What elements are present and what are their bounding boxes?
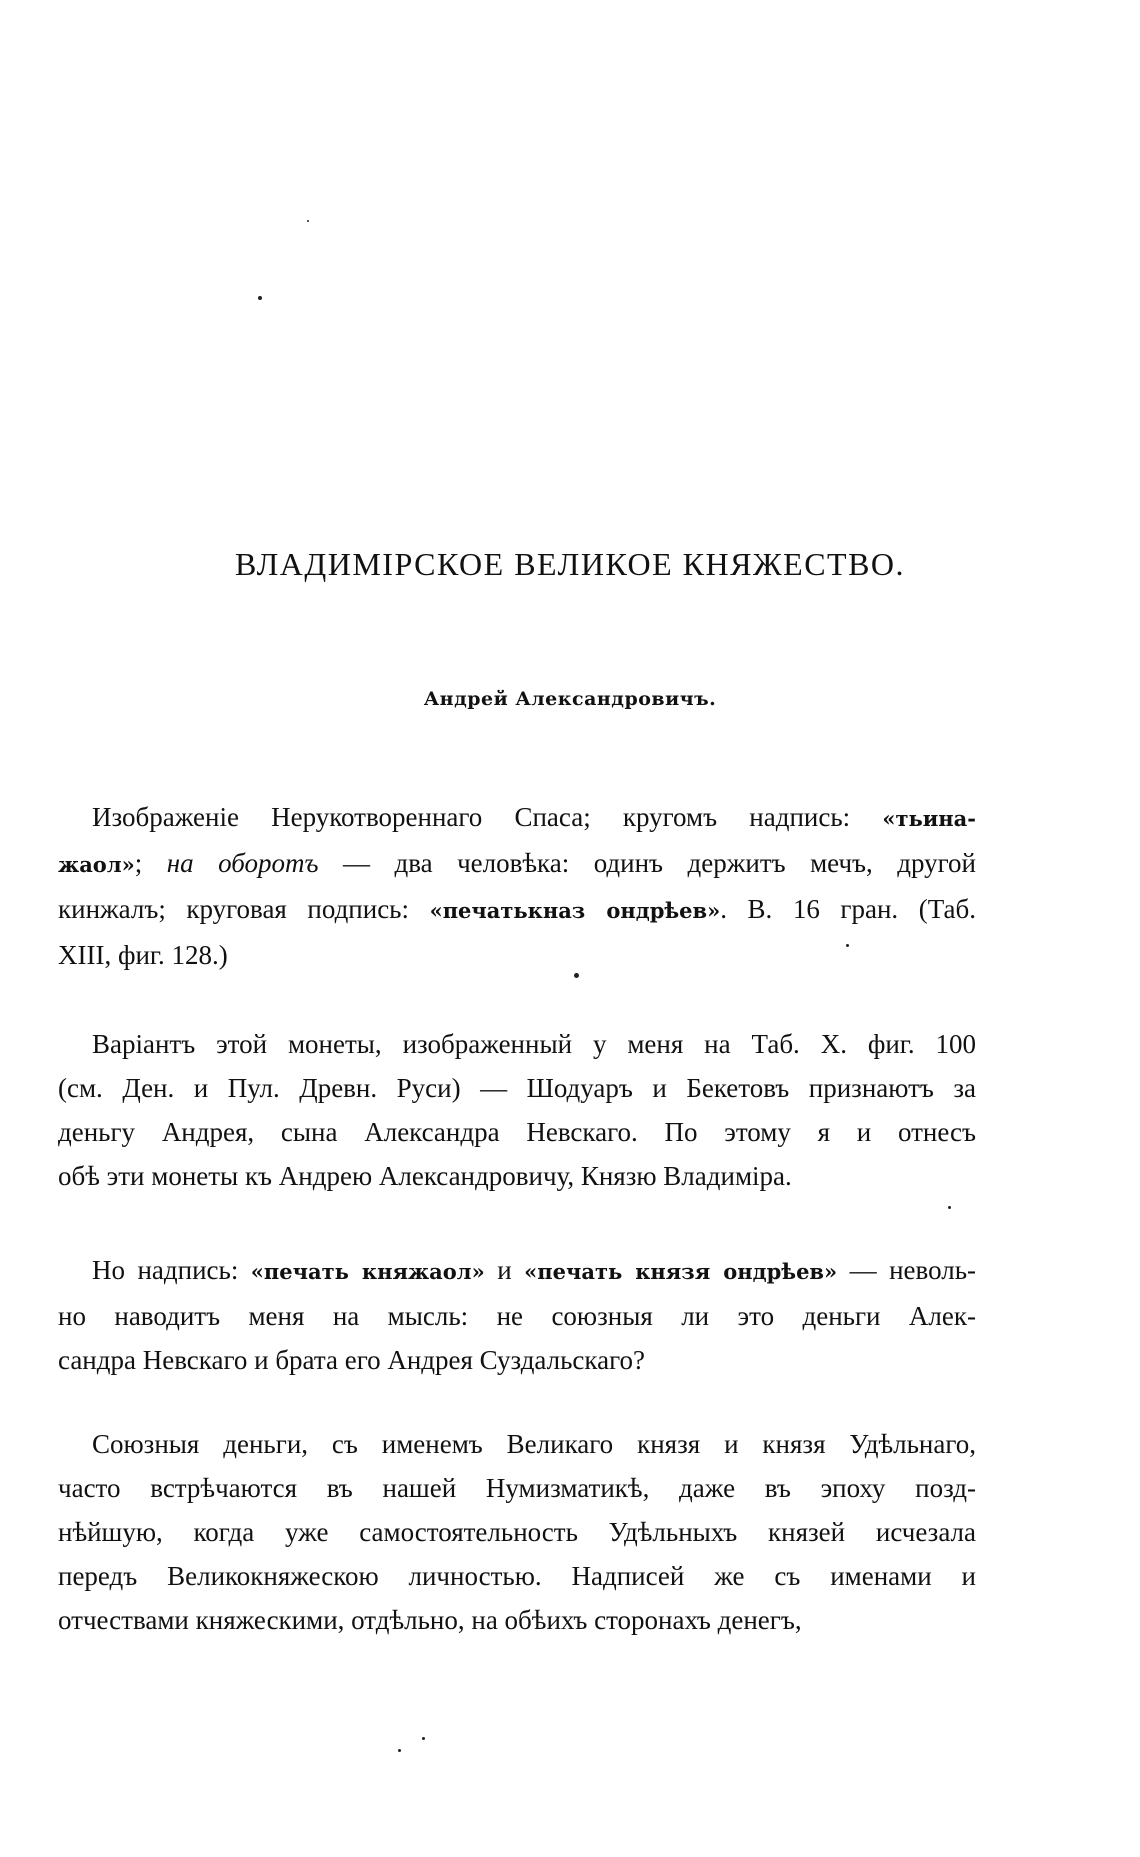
text-line: [58, 1154, 976, 1198]
ink-speck: [422, 1737, 425, 1740]
text-run: нѣйшую, когда уже самостоятельность Удѣльныхъ князей исчезала: [58, 1517, 976, 1547]
old-slavonic-inscription: «тьина-: [882, 806, 976, 831]
text-line: [58, 1338, 976, 1382]
text-line: [58, 1422, 976, 1466]
italic-text: на оборотъ: [166, 848, 319, 878]
paragraph-3: [58, 1248, 976, 1382]
old-slavonic-inscription: «печать князя ондрѣев»: [524, 1259, 838, 1284]
text-line: [58, 1598, 976, 1642]
ink-speck: [307, 220, 309, 222]
paragraph-1: [58, 795, 976, 977]
text-line: [58, 841, 976, 887]
text-run: отчествами княжескими, отдѣльно, на обѣихъ сторонахъ денегъ,: [58, 1605, 802, 1635]
text-line: [58, 1248, 976, 1294]
text-run: но наводитъ меня на мысль: не союзныя ли это деньги Алек-: [58, 1301, 976, 1331]
text-run: сандра Невскаго и брата его Андрея Суздальскаго?: [58, 1345, 645, 1375]
text-run: Варіантъ этой монеты, изображенный у меня на Таб. X. фиг. 100: [92, 1029, 976, 1059]
text-run: Изображеніе Нерукотвореннаго Спаса; кругомъ надпись:: [92, 802, 883, 832]
old-slavonic-inscription: «печать княжаол»: [250, 1259, 485, 1284]
paragraph-2: [58, 1022, 976, 1198]
text-run: (см. Ден. и Пул. Древн. Руси) — Шодуаръ и Бекетовъ признаютъ за: [58, 1073, 976, 1103]
ink-speck: [948, 1206, 951, 1209]
text-line: [58, 1110, 976, 1154]
text-line: [58, 1510, 976, 1554]
text-line: [58, 933, 976, 977]
text-run: кинжалъ; круговая подпись:: [58, 894, 430, 924]
text-run: часто встрѣчаются въ нашей Нумизматикѣ, даже въ эпоху позд-: [58, 1473, 976, 1503]
text-line: [58, 1554, 976, 1598]
section-subtitle: Андрей Александровичъ.: [423, 688, 717, 710]
text-run: обѣ эти монеты къ Андрею Александровичу, Князю Владиміра.: [58, 1161, 792, 1191]
text-run: Но надпись:: [92, 1255, 251, 1285]
text-run: и: [484, 1255, 525, 1285]
ink-speck: [398, 1749, 401, 1752]
paragraph-4: [58, 1422, 976, 1642]
page-title: ВЛАДИМІРСКОЕ ВЕЛИКОЕ КНЯЖЕСТВО.: [234, 546, 906, 582]
text-run: деньгу Андрея, сына Александра Невскаго. По этому я и отнесъ: [58, 1117, 976, 1147]
text-line: [58, 1466, 976, 1510]
old-slavonic-inscription: жаол»: [58, 852, 135, 877]
ink-speck: [258, 296, 262, 300]
text-line: [58, 795, 976, 841]
text-line: [58, 887, 976, 933]
text-line: [58, 1022, 976, 1066]
text-run: ;: [134, 848, 167, 878]
old-slavonic-inscription: «печатькназ ондрѣев»: [429, 898, 721, 923]
text-run: XIII, фиг. 128.): [58, 940, 228, 970]
text-line: [58, 1066, 976, 1110]
text-run: Союзныя деньги, съ именемъ Великаго князя и князя Удѣльнаго,: [92, 1429, 976, 1459]
text-line: [58, 1294, 976, 1338]
text-run: передъ Великокняжескою личностью. Надписей же съ именами и: [58, 1561, 976, 1591]
text-run: — неволь-: [837, 1255, 977, 1285]
text-run: — два человѣка: одинъ держитъ мечъ, другой: [318, 848, 976, 878]
text-run: . В. 16 гран. (Таб.: [720, 894, 976, 924]
